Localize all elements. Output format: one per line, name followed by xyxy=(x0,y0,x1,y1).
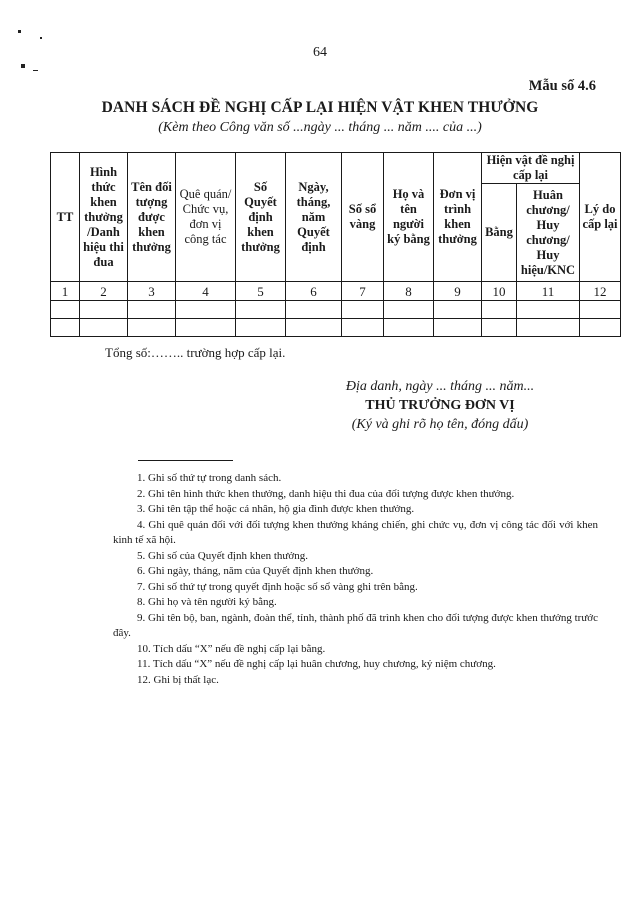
header-ngay-thang: Ngày, tháng, năm Quyết định xyxy=(286,153,342,282)
table-cell xyxy=(128,319,176,337)
column-number: 9 xyxy=(434,282,482,301)
column-number: 6 xyxy=(286,282,342,301)
scan-speck xyxy=(40,37,42,39)
table-cell xyxy=(342,319,384,337)
scan-speck xyxy=(21,64,25,68)
header-huan-chuong: Huân chương/ Huy chương/ Huy hiệu/KNC xyxy=(517,184,580,282)
scan-speck xyxy=(18,30,21,33)
table-cell xyxy=(80,319,128,337)
header-so-so-vang: Số sổ vàng xyxy=(342,153,384,282)
table-cell xyxy=(80,301,128,319)
column-number: 7 xyxy=(342,282,384,301)
header-hien-vat-group: Hiện vật đề nghị cấp lại xyxy=(482,153,580,184)
header-row xyxy=(51,153,621,184)
footnotes xyxy=(113,471,598,688)
request-table xyxy=(50,152,621,337)
table-cell xyxy=(342,301,384,319)
table-cell xyxy=(482,301,517,319)
table-cell xyxy=(51,301,80,319)
table-cell xyxy=(434,301,482,319)
column-number: 8 xyxy=(384,282,434,301)
signature-note: (Ký và ghi rõ họ tên, đóng dấu) xyxy=(351,417,529,432)
column-number: 1 xyxy=(51,282,80,301)
table-cell xyxy=(580,301,621,319)
table-cell xyxy=(517,301,580,319)
table-cell xyxy=(482,319,517,337)
signature-title: THỦ TRƯỞNG ĐƠN VỊ xyxy=(365,398,515,413)
column-number-row xyxy=(51,282,621,301)
header-so-quyet-dinh: Số Quyết định khen thưởng xyxy=(236,153,286,282)
form-code: Mẫu số 4.6 xyxy=(528,78,596,94)
table-cell xyxy=(580,319,621,337)
table-row xyxy=(51,301,621,319)
footnote: 6. Ghi ngày, tháng, năm của Quyết định khen thưởng. xyxy=(137,565,374,577)
footnote: 9. Ghi tên bộ, ban, ngành, đoàn thể, tỉnh, thành phố đã trình khen cho đối tượng được khen thưởng trước đây. xyxy=(113,611,598,639)
footnote: 11. Tích dấu “X” nếu đề nghị cấp lại huân chương, huy chương, kỷ niệm chương. xyxy=(137,658,496,670)
header-tt: TT xyxy=(51,153,80,282)
column-number: 5 xyxy=(236,282,286,301)
footnote: 10. Tích dấu “X” nếu đề nghị cấp lại bằng. xyxy=(137,642,326,655)
header-don-vi-trinh: Đơn vị trình khen thưởng xyxy=(434,153,482,282)
table-cell xyxy=(517,319,580,337)
page-number: 64 xyxy=(313,45,327,60)
footnote: 8. Ghi họ và tên người ký bằng. xyxy=(137,596,277,608)
table-cell xyxy=(236,301,286,319)
header-que-quan: Quê quán/ Chức vụ, đơn vị công tác xyxy=(176,153,236,282)
column-number: 4 xyxy=(176,282,236,301)
footnote: 5. Ghi số của Quyết định khen thưởng. xyxy=(137,549,308,562)
document-subtitle: (Kèm theo Công văn số ...ngày ... tháng ... năm .... của ...) xyxy=(158,120,482,135)
table-cell xyxy=(434,319,482,337)
table-row xyxy=(51,319,621,337)
column-number: 10 xyxy=(482,282,517,301)
scan-speck xyxy=(33,70,38,71)
header-ten-doi-tuong: Tên đối tượng được khen thưởng xyxy=(128,153,176,282)
footnote: 4. Ghi quê quán đối với đối tượng khen thưởng kháng chiến, ghi chức vụ, đơn vị công tác đối với khen kinh tế xã hội. xyxy=(113,518,598,546)
footnote: 12. Ghi bị thất lạc. xyxy=(137,673,219,686)
column-number: 11 xyxy=(517,282,580,301)
table-cell xyxy=(236,319,286,337)
footnote-divider xyxy=(138,460,233,461)
header-ho-ten-nguoi-ky: Họ và tên người ký bằng xyxy=(384,153,434,282)
table-cell xyxy=(286,301,342,319)
footnote: 7. Ghi số thứ tự trong quyết định hoặc số sổ vàng ghi trên bằng. xyxy=(137,580,418,593)
table-cell xyxy=(384,301,434,319)
signature-place-date: Địa danh, ngày ... tháng ... năm... xyxy=(345,379,535,394)
header-ly-do: Lý do cấp lại xyxy=(580,153,621,282)
footnote: 2. Ghi tên hình thức khen thưởng, danh hiệu thi đua của đối tượng được khen thưởng. xyxy=(137,487,515,500)
column-number: 2 xyxy=(80,282,128,301)
table-cell xyxy=(176,319,236,337)
header-hinh-thuc: Hình thức khen thưởng /Danh hiệu thi đua xyxy=(80,153,128,282)
table-cell xyxy=(51,319,80,337)
footnote: 3. Ghi tên tập thể hoặc cá nhân, hộ gia đình được khen thưởng. xyxy=(137,503,415,515)
table-cell xyxy=(286,319,342,337)
footnote: 1. Ghi số thứ tự trong danh sách. xyxy=(137,472,282,484)
column-number: 3 xyxy=(128,282,176,301)
table-cell xyxy=(384,319,434,337)
column-number: 12 xyxy=(580,282,621,301)
table-cell xyxy=(128,301,176,319)
table-cell xyxy=(176,301,236,319)
document-title: DANH SÁCH ĐỀ NGHỊ CẤP LẠI HIỆN VẬT KHEN THƯỞNG xyxy=(101,99,539,116)
total-line: Tổng số:…….. trường hợp cấp lại. xyxy=(105,345,286,360)
header-bang: Bằng xyxy=(482,184,517,282)
